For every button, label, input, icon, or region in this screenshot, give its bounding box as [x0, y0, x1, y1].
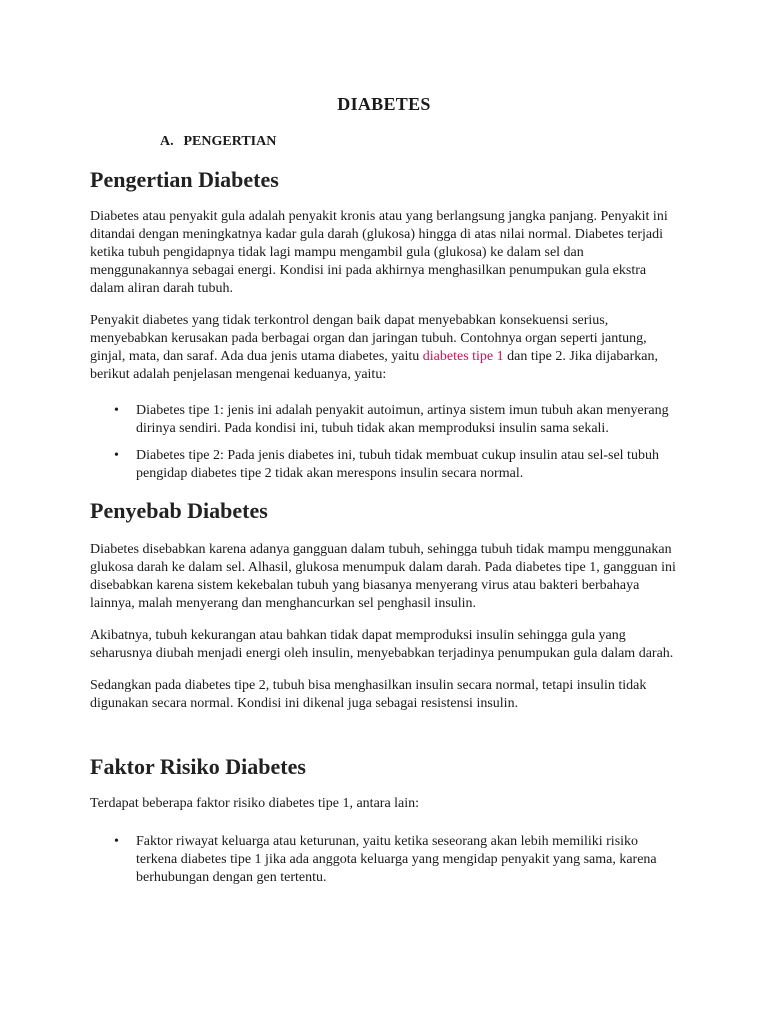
section-marker-label: PENGERTIAN	[183, 134, 277, 149]
paragraph-faktor-intro: Terdapat beberapa faktor risiko diabetes tipe 1, antara lain:	[90, 796, 420, 811]
paragraph-pengertian-2-text-a: Penyakit diabetes yang tidak terkontrol dengan baik dapat menyebabkan konsekuensi serius, menyebabkan kerusakan pada berbagai organ dan jaringan tubuh. Contohnya organ seperti jantung, ginjal, mata, dan saraf. Ada dua jenis utama diabetes, yaitu	[90, 313, 647, 364]
heading-pengertian: Pengertian Diabetes	[90, 167, 279, 192]
section-marker-letter: A.	[160, 134, 174, 149]
list-faktor-risiko	[90, 833, 680, 887]
heading-penyebab: Penyebab Diabetes	[90, 498, 268, 523]
paragraph-penyebab-1: Diabetes disebabkan karena adanya gangguan dalam tubuh, sehingga tubuh tidak mampu menggunakan glukosa darah ke dalam sel. Alhasil, glukosa menumpuk dalam darah. Pada diabetes tipe 1, gangguan ini disebabkan karena sistem kekebalan tubuh yang biasanya menyerang virus atau bakteri berbahaya lainnya, malah menyerang dan menghancurkan sel penghasil insulin.	[90, 542, 676, 611]
bullet-icon: •	[114, 448, 119, 463]
document-body	[90, 166, 680, 887]
list-item-text: Diabetes tipe 1: jenis ini adalah penyakit autoimun, artinya sistem imun tubuh akan menyerang dirinya sendiri. Pada kondisi ini, tubuh tidak akan memproduksi insulin sama sekali.	[136, 403, 669, 436]
list-item-text: Faktor riwayat keluarga atau keturunan, yaitu ketika seseorang akan lebih memiliki risiko terkena diabetes tipe 1 jika ada anggota keluarga yang mengidap penyakit yang sama, karena berhubungan dengan gen tertentu.	[136, 834, 657, 885]
paragraph-penyebab-2: Akibatnya, tubuh kekurangan atau bahkan tidak dapat memproduksi insulin sehingga gula yang seharusnya diubah menjadi energi oleh insulin, menyebabkan terjadinya penumpukan gula dalam darah.	[90, 628, 674, 661]
bullet-icon: •	[114, 403, 119, 418]
list-item	[90, 447, 680, 483]
list-item	[90, 402, 680, 438]
section-marker	[160, 134, 276, 150]
document-title: DIABETES	[337, 94, 431, 114]
heading-faktor-risiko: Faktor Risiko Diabetes	[90, 754, 306, 779]
paragraph-penyebab-3: Sedangkan pada diabetes tipe 2, tubuh bisa menghasilkan insulin secara normal, tetapi insulin tidak digunakan secara normal. Kondisi ini dikenal juga sebagai resistensi insulin.	[90, 678, 647, 711]
link-diabetes-tipe-1[interactable]: diabetes tipe 1	[422, 349, 504, 364]
list-item-text: Diabetes tipe 2: Pada jenis diabetes ini, tubuh tidak membuat cukup insulin atau sel-sel tubuh pengidap diabetes tipe 2 tidak akan merespons insulin secara normal.	[136, 448, 659, 481]
paragraph-pengertian-2	[90, 312, 680, 384]
list-jenis-diabetes	[90, 402, 680, 483]
paragraph-pengertian-2-text-b: dan tipe 2. Jika dijabarkan, berikut adalah penjelasan mengenai keduanya, yaitu:	[90, 349, 658, 382]
paragraph-pengertian-1: Diabetes atau penyakit gula adalah penyakit kronis atau yang berlangsung jangka panjang. Penyakit ini ditandai dengan meningkatnya kadar gula darah (glukosa) hingga di atas nilai normal. Diabetes terjadi ketika tubuh pengidapnya tidak lagi mampu mengambil gula (glukosa) ke dalam sel dan menggunakannya sebagai energi. Kondisi ini pada akhirnya menghasilkan penumpukan gula ekstra dalam aliran darah tubuh.	[90, 209, 668, 296]
bullet-icon: •	[114, 834, 119, 849]
list-item	[90, 833, 680, 887]
